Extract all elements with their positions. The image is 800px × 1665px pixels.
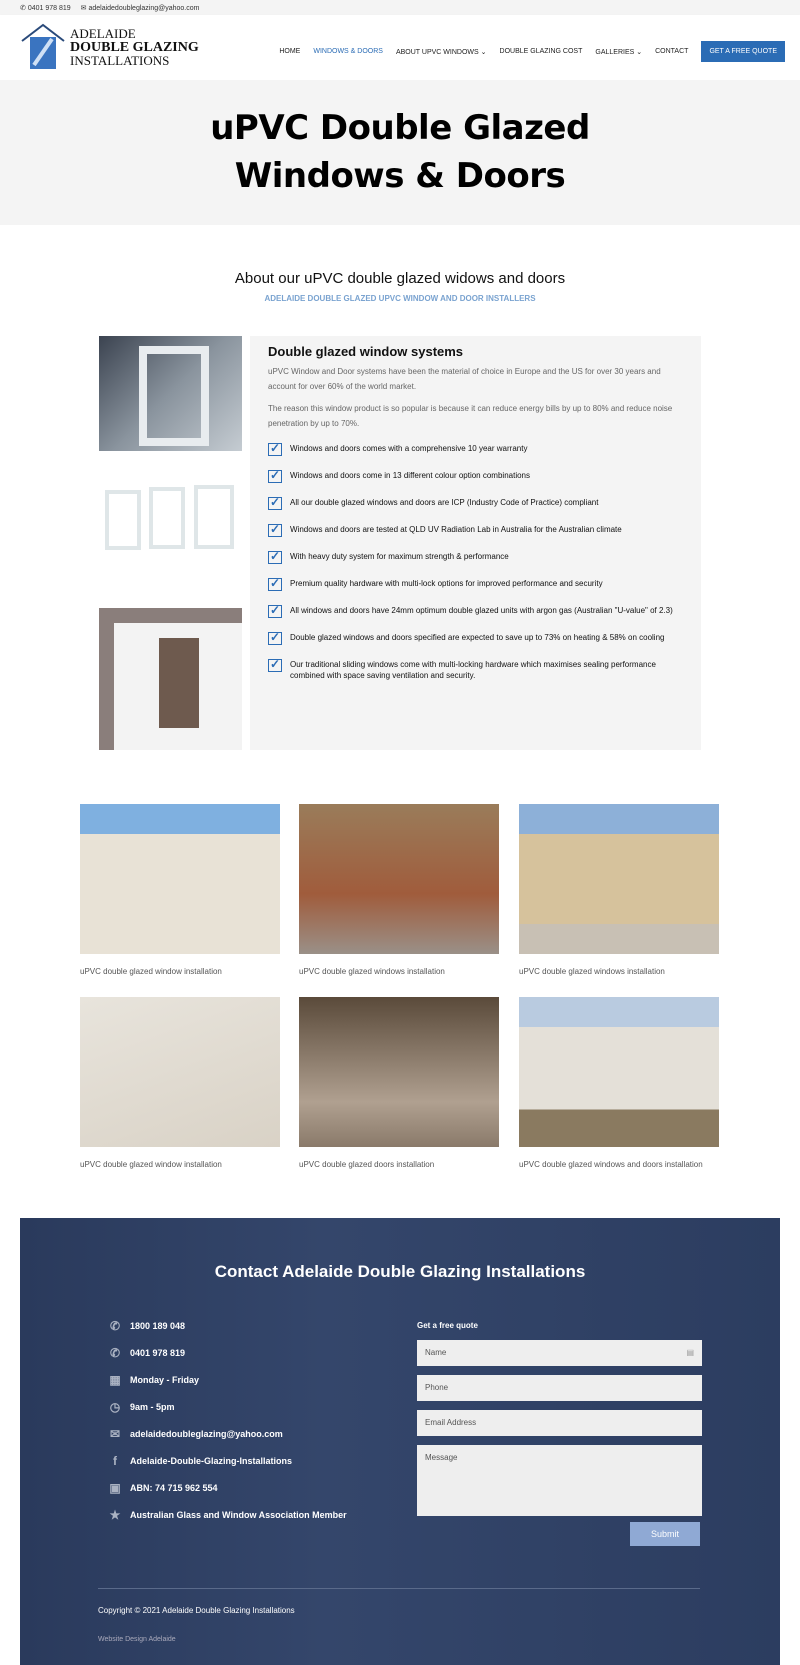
feature-text: Double glazed windows and doors specified are expected to save up to 73% on heating & 58% on cooling: [290, 633, 665, 642]
nav-home[interactable]: HOME: [279, 48, 301, 55]
feature-item: [268, 578, 683, 605]
copyright: Copyright © 2021 Adelaide Double Glazing Installations: [98, 1606, 295, 1615]
checkbox-icon: ✓: [269, 630, 281, 644]
nav-contact[interactable]: CONTACT: [655, 48, 689, 55]
checkbox-icon: ✓: [269, 603, 281, 617]
contact-item-text: Australian Glass and Window Association Member: [130, 1509, 347, 1520]
feature-text: All windows and doors have 24mm optimum double glazed units with argon gas (Australian "U-value" of 2.3): [290, 606, 673, 615]
contact-item[interactable]: [108, 1447, 347, 1474]
name-input[interactable]: [417, 1340, 702, 1366]
gallery-image[interactable]: [519, 997, 719, 1147]
contact-item-text: ABN: 74 715 962 554: [130, 1482, 218, 1493]
gallery-image[interactable]: [80, 997, 280, 1147]
feature-text: Our traditional sliding windows come with multi-locking hardware which maximises sealing performance combined with space saving ventilation and security.: [290, 660, 656, 680]
checkbox-icon: ✓: [269, 576, 281, 590]
feature-text: Windows and doors are tested at QLD UV Radiation Lab in Australia for the Australian climate: [290, 525, 622, 534]
checkbox-icon: ✓: [269, 441, 281, 455]
window-types-image: [99, 475, 242, 575]
contact-item-text: 1800 189 048: [130, 1320, 186, 1331]
logo[interactable]: [20, 23, 199, 71]
contact-item-text: 9am - 5pm: [130, 1401, 175, 1412]
feature-item: [268, 551, 683, 578]
feature-item: [268, 443, 683, 470]
gallery-image[interactable]: [80, 804, 280, 954]
contact-item[interactable]: [108, 1339, 347, 1366]
feature-item: [268, 470, 683, 497]
id-card-icon: ▣: [109, 1480, 121, 1495]
checkbox-icon: ✓: [269, 657, 281, 671]
title-line1: uPVC Double Glazed: [210, 108, 590, 148]
contact-section: [20, 1218, 780, 1665]
checkbox-icon: ✓: [269, 522, 281, 536]
form-title: Get a free quote: [417, 1321, 478, 1330]
panel-title: Double glazed window systems: [268, 344, 464, 359]
calendar-icon: ▦: [109, 1372, 121, 1387]
feature-text: Windows and doors comes with a comprehensive 10 year warranty: [290, 444, 528, 453]
top-bar: [0, 0, 800, 15]
header: [0, 15, 800, 80]
contact-item: [108, 1393, 347, 1420]
top-phone[interactable]: ✆ 0401 978 819: [20, 4, 71, 12]
gallery-caption: uPVC double glazed windows installation: [299, 967, 445, 976]
gallery-caption: uPVC double glazed window installation: [80, 967, 222, 976]
main-nav: [279, 41, 785, 62]
gallery-image[interactable]: [519, 804, 719, 954]
divider: [98, 1588, 700, 1589]
top-email[interactable]: ✉ adelaidedoubleglazing@yahoo.com: [80, 4, 200, 12]
gallery-image[interactable]: [299, 804, 499, 954]
nav-about-upvc[interactable]: [396, 48, 487, 56]
hero: [0, 80, 800, 225]
logo-line1: ADELAIDE: [70, 26, 136, 41]
submit-button[interactable]: Submit: [630, 1522, 700, 1546]
free-quote-button[interactable]: GET A FREE QUOTE: [701, 41, 785, 62]
chevron-down-icon: ⌄: [636, 48, 643, 56]
feature-text: Windows and doors come in 13 different colour option combinations: [290, 471, 530, 480]
gallery-image[interactable]: [299, 997, 499, 1147]
mail-icon: ✉: [109, 1426, 121, 1441]
feature-item: [268, 497, 683, 524]
gallery-caption: uPVC double glazed windows and doors installation: [519, 1160, 703, 1169]
phone-icon: ✆: [109, 1318, 121, 1333]
sliding-window-image: [99, 608, 242, 750]
logo-line2: DOUBLE GLAZING: [70, 40, 199, 55]
credit-link[interactable]: Website Design Adelaide: [98, 1636, 176, 1643]
contact-item-text: Monday - Friday: [130, 1374, 200, 1385]
star-icon: ★: [109, 1507, 121, 1522]
title-line2: Windows & Doors: [234, 156, 566, 196]
checkbox-icon: ✓: [269, 549, 281, 563]
message-textarea[interactable]: Message: [417, 1445, 702, 1516]
contact-item-text: 0401 978 819: [130, 1347, 186, 1358]
chevron-down-icon: ⌄: [480, 48, 487, 56]
clock-icon: ◷: [109, 1399, 121, 1414]
facebook-icon: f: [113, 1453, 117, 1468]
feature-text: All our double glazed windows and doors are ICP (Industry Code of Practice) compliant: [290, 498, 599, 507]
about-subtitle: ADELAIDE DOUBLE GLAZED UPVC WINDOW AND DOOR INSTALLERS: [264, 294, 536, 303]
gallery-caption: uPVC double glazed window installation: [80, 1160, 222, 1169]
contact-item: [108, 1366, 347, 1393]
phone-input[interactable]: Phone: [417, 1375, 702, 1401]
feature-text: Premium quality hardware with multi-lock options for improved performance and security: [290, 579, 603, 588]
panel-paragraph: uPVC Window and Door systems have been the material of choice in Europe and the US for over 30 years and account for over 60% of the world market.: [268, 367, 661, 391]
phone-icon: ✆: [109, 1345, 121, 1360]
contact-item: [108, 1474, 347, 1501]
feature-item: [268, 524, 683, 551]
contact-title: Contact Adelaide Double Glazing Installations: [214, 1262, 586, 1281]
feature-item: [268, 632, 683, 659]
gallery-caption: uPVC double glazed windows installation: [519, 967, 665, 976]
contact-item-text: Adelaide-Double-Glazing-Installations: [130, 1455, 293, 1466]
feature-item: [268, 605, 683, 632]
window-profile-image: [99, 336, 242, 451]
contact-item[interactable]: [108, 1420, 347, 1447]
page-title: [0, 104, 800, 200]
top-phone-text: 0401 978 819: [27, 4, 71, 12]
about-title: About our uPVC double glazed widows and doors: [234, 270, 566, 287]
nav-galleries-label: GALLERIES: [595, 48, 635, 56]
window-systems-panel: [250, 336, 701, 750]
logo-house-icon: [20, 23, 66, 71]
autofill-icon: ▤: [686, 1348, 694, 1357]
contact-item[interactable]: [108, 1312, 347, 1339]
nav-galleries[interactable]: [595, 48, 642, 56]
checkbox-icon: ✓: [269, 495, 281, 509]
panel-paragraph: The reason this window product is so popular is because it can reduce energy bills by up to 80% and reduce noise penetration by up to 70%.: [268, 404, 673, 428]
contact-item-text: adelaidedoubleglazing@yahoo.com: [130, 1428, 283, 1439]
top-email-text: adelaidedoubleglazing@yahoo.com: [88, 4, 200, 12]
nav-windows-doors[interactable]: WINDOWS & DOORS: [313, 48, 383, 55]
nav-about-label: ABOUT UPVC WINDOWS: [395, 48, 479, 56]
email-input[interactable]: Email Address: [417, 1410, 702, 1436]
logo-line3: INSTALLATIONS: [70, 53, 170, 68]
feature-item: [268, 659, 683, 686]
contact-item: [108, 1501, 347, 1528]
feature-text: With heavy duty system for maximum strength & performance: [290, 552, 509, 561]
checkbox-icon: ✓: [269, 468, 281, 482]
nav-cost[interactable]: DOUBLE GLAZING COST: [499, 48, 583, 55]
gallery-caption: uPVC double glazed doors installation: [299, 1160, 435, 1169]
name-placeholder: Name: [425, 1348, 447, 1357]
